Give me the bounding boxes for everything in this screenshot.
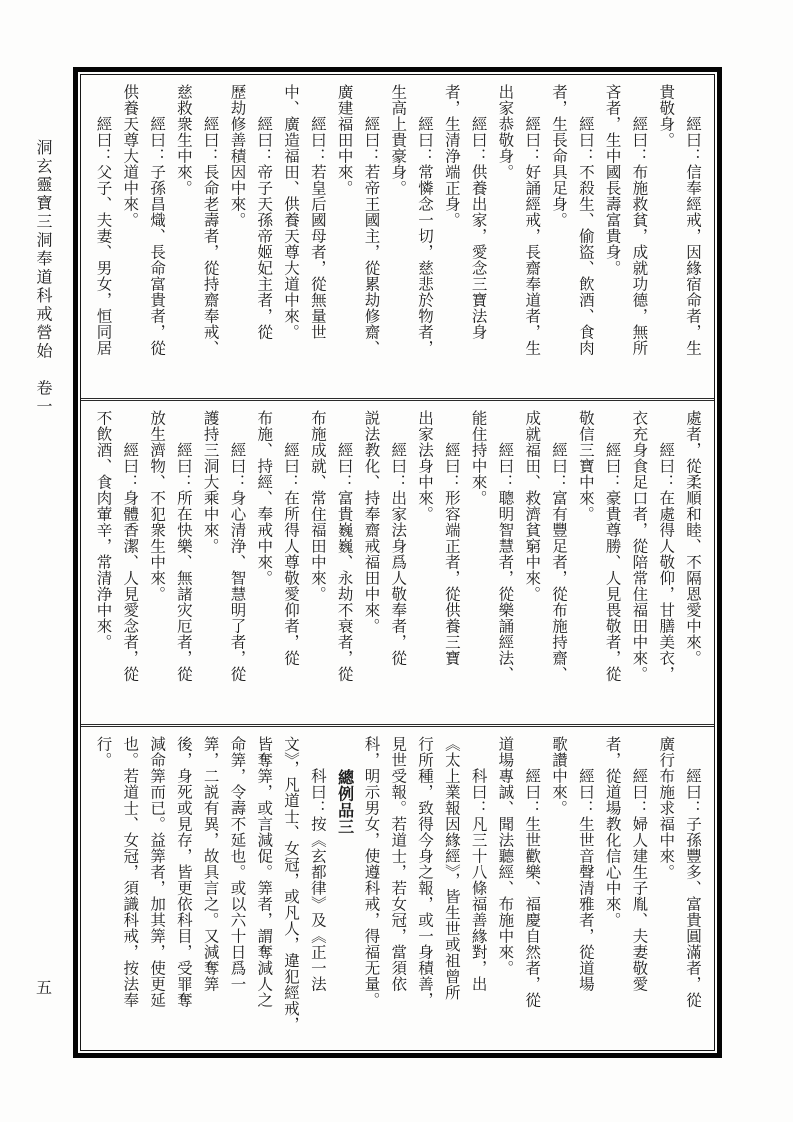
text-column: 敬信三寶中來。 bbox=[576, 410, 595, 522]
text-column: 見世受報。若道士，若女冠，當須依 bbox=[389, 736, 408, 992]
text-column: 經曰：好誦經戒，長齋奉道者，生 bbox=[523, 84, 542, 356]
text-column: 經曰：富有豐足者，從布施持齋、 bbox=[550, 410, 569, 682]
text-column: 也。若道士、女冠，須識科戒，按法奉 bbox=[121, 736, 140, 1008]
text-column: 廣行布施求福中來。 bbox=[657, 736, 676, 880]
text-column: 者，從道場教化信心中來。 bbox=[603, 736, 622, 928]
text-column: 經曰：不殺生、偷盜、飲酒、食肉 bbox=[576, 84, 595, 356]
text-column: 行。 bbox=[94, 736, 113, 768]
text-column: 布施成就、常住福田中來。 bbox=[308, 410, 327, 602]
register-bottom bbox=[81, 724, 714, 1050]
text-column: 經曰：在處得人敬仰，甘膳美衣， bbox=[657, 410, 676, 682]
text-column: 經曰：聰明智慧者，從樂誦經法、 bbox=[496, 410, 515, 682]
text-column: 經曰：婦人建生子胤、夫妻敬愛 bbox=[630, 736, 649, 992]
text-column: 出家法身中來。 bbox=[416, 410, 435, 522]
section-heading: 總例品三 bbox=[335, 736, 355, 835]
text-column: 科，明示男女，使遵科戒，得福无量。 bbox=[362, 736, 381, 1008]
text-column: 貴敬身。 bbox=[657, 84, 676, 148]
text-column: 經曰：生世歡樂、福慶自然者，從 bbox=[523, 736, 542, 1008]
text-column: 行所種，致得今身之報，或一身積善， bbox=[416, 736, 435, 1008]
text-column: 慈救衆生中來。 bbox=[174, 84, 193, 196]
page-number: 五 bbox=[36, 978, 53, 997]
text-column: 經曰：供養出家，愛念三寶法身 bbox=[469, 84, 488, 340]
text-column: 經曰：常憐念一切，慈悲於物者， bbox=[416, 84, 435, 356]
text-column: 放生濟物、不犯衆生中來。 bbox=[148, 410, 167, 602]
register-top bbox=[81, 75, 714, 398]
text-column: 經曰：長命老壽者，從持齋奉戒、 bbox=[201, 84, 220, 356]
text-column: 筭，二説有異，故具言之。又減奪筭 bbox=[201, 736, 220, 992]
text-column: 經曰：子孫豐多、富貴圓滿者，從 bbox=[684, 736, 702, 1008]
text-column: 説法教化、持奉齋戒福田中來。 bbox=[362, 410, 381, 634]
text-column: 道場專誠、聞法聽經、布施中來。 bbox=[496, 736, 515, 976]
text-column: 吝者，生中國長壽富貴身。 bbox=[603, 84, 622, 276]
text-column: 出家恭敬身。 bbox=[496, 84, 515, 180]
text-frame-inner-rule bbox=[80, 74, 715, 1051]
text-column: 廣建福田中來。 bbox=[335, 84, 354, 196]
text-column: 經曰：形容端正者，從供養三寶 bbox=[442, 410, 461, 666]
text-column: 經曰：富貴巍巍、永劫不衰者，從 bbox=[335, 410, 354, 682]
text-column: 經曰：出家法身爲人敬奉者，從 bbox=[389, 410, 408, 666]
text-column: 經曰：在所得人尊敬愛仰者，從 bbox=[282, 410, 301, 666]
text-column: 文》，凡道士、女冠，或凡人，違犯經戒， bbox=[282, 736, 301, 1033]
text-column: 經曰：豪貴尊勝、人見畏敬者，從 bbox=[603, 410, 622, 682]
text-column: 經曰：身體香潔、人見愛念者，從 bbox=[121, 410, 140, 682]
text-column: 成就福田、救濟貧窮中來。 bbox=[523, 410, 542, 602]
text-column: 不飲酒、食肉葷辛，常清浄中來。 bbox=[94, 410, 113, 650]
text-column: 命筭，令壽不延也。或以六十日爲一 bbox=[228, 736, 247, 992]
text-column: 後，身死或見存，皆更依科目，受罪奪 bbox=[174, 736, 193, 1008]
text-column: 處者，從柔順和睦、不隔恩愛中來。 bbox=[684, 410, 702, 666]
text-column: 者，生長命具足身。 bbox=[550, 84, 569, 228]
text-column: 經曰：若皇后國母者，從無量世 bbox=[308, 84, 327, 340]
text-column: 歌讚中來。 bbox=[550, 736, 569, 816]
text-column: 生高上貴豪身。 bbox=[389, 84, 408, 196]
text-column: 科曰：按《玄都律》及《正一法 bbox=[308, 736, 327, 992]
text-column: 護持三洞大乘中來。 bbox=[201, 410, 220, 554]
register-middle bbox=[81, 398, 714, 724]
text-column: 經曰：帝子天孫帝姬妃主者，從 bbox=[255, 84, 274, 340]
text-column: 衣充身食足口者，從陪常住福田中來。 bbox=[630, 410, 649, 682]
text-column: 者，生清浄端正身。 bbox=[442, 84, 461, 228]
text-column: 皆奪筭，或言減促。筭者，謂奪減人之 bbox=[255, 736, 274, 1008]
text-column: 經曰：身心清浄、智慧明了者，從 bbox=[228, 410, 247, 682]
text-column: 減命筭而已。益筭者，加其筭，使更延 bbox=[148, 736, 167, 1008]
text-column: 經曰：布施救貧，成就功德，無所 bbox=[630, 84, 649, 356]
text-column: 經曰：信奉經戒，因緣宿命者，生 bbox=[684, 84, 702, 356]
book-title-margin: 洞玄靈寶三洞奉道科戒營始 卷一 bbox=[34, 139, 53, 417]
text-frame-border bbox=[73, 67, 722, 1058]
text-column: 中、廣造福田、供養天尊大道中來。 bbox=[282, 84, 301, 340]
text-column: 科曰：凡三十八條福善緣對，出 bbox=[469, 736, 488, 992]
text-column: 經曰：子孫昌熾、長命富貴者，從 bbox=[148, 84, 167, 356]
text-column: 經曰：生世音聲清雅者，從道場 bbox=[576, 736, 595, 992]
text-column: 經曰：若帝王國主，從累劫修齋、 bbox=[362, 84, 381, 356]
text-column: 能住持中來。 bbox=[469, 410, 488, 506]
text-column: 《太上業報因緣經》，皆生世或祖曾所 bbox=[442, 736, 461, 1001]
text-column: 歷劫修善積因中來。 bbox=[228, 84, 247, 228]
text-column: 經曰：父子、夫妻、男女，恒同居 bbox=[94, 84, 113, 356]
text-column: 經曰：所在快樂、無諸灾厄者，從 bbox=[174, 410, 193, 682]
text-column: 布施、持經、奉戒中來。 bbox=[255, 410, 274, 586]
text-column: 供養天尊大道中來。 bbox=[121, 84, 140, 228]
